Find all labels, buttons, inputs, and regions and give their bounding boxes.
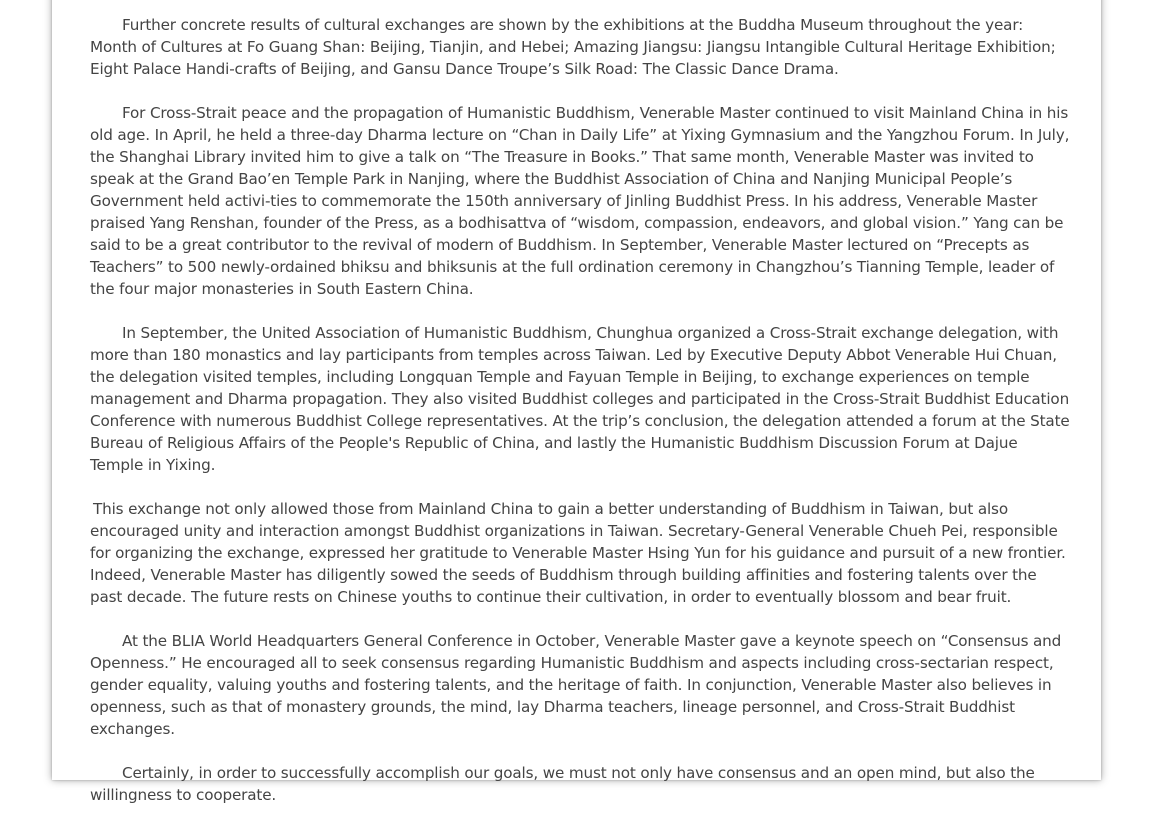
article-body: [90, 14, 1070, 828]
paragraph-cultural-exchanges: Further concrete results of cultural exchanges are shown by the exhibitions at the Buddha Museum throughout the year: Month of Cultures at Fo Guang Shan: Beijing, Tianjin, and Hebei; Amazing Jiangsu: Jiangsu Intangible Cultural Heritage Exhibition; Eight Palace Handi-crafts of Beijing, and Gansu Dance Troupe’s Silk Road: The Classic Dance Drama.: [90, 16, 1056, 78]
paragraph-exchange-delegation: In September, the United Association of Humanistic Buddhism, Chunghua organized a Cross-Strait exchange delegation, with more than 180 monastics and lay participants from temples across Taiwan. Led by Executive Deputy Abbot Venerable Hui Chuan, the delegation visited temples, including Longquan Temple and Fayuan Temple in Beijing, to exchange experiences on temple management and Dharma propagation. They also visited Buddhist colleges and participated in the Cross-Strait Buddhist Education Conference with numerous Buddhist College representatives. At the trip’s conclusion, the delegation attended a forum at the State Bureau of Religious Affairs of the People's Republic of China, and lastly the Humanistic Buddhism Discussion Forum at Dajue Temple in Yixing.: [90, 324, 1070, 474]
paragraph-cross-strait-peace: For Cross-Strait peace and the propagation of Humanistic Buddhism, Venerable Master continued to visit Mainland China in his old age. In April, he held a three-day Dharma lecture on “Chan in Daily Life” at Yixing Gymnasium and the Yangzhou Forum. In July, the Shanghai Library invited him to give a talk on “The Treasure in Books.” That same month, Venerable Master was invited to speak at the Grand Bao’en Temple Park in Nanjing, where the Buddhist Association of China and Nanjing Municipal People’s Government held activi-ties to commemorate the 150th anniversary of Jinling Buddhist Press. In his address, Venerable Master praised Yang Renshan, founder of the Press, as a bodhisattva of “wisdom, compassion, endeavors, and global vision.” Yang can be said to be a great contributor to the revival of modern of Buddhism. In September, Venerable Master lectured on “Precepts as Teachers” to 500 newly-ordained bhiksu and bhiksunis at the full ordination ceremony in Changzhou’s Tianning Temple, leader of the four major monasteries in South Eastern China.: [90, 104, 1070, 298]
paragraph-general-conference: At the BLIA World Headquarters General Conference in October, Venerable Master gave a keynote speech on “Consensus and Openness.” He encouraged all to seek consensus regarding Humanistic Buddhism and aspects including cross-sectarian respect, gender equality, valuing youths and fostering talents, and the heritage of faith. In conjunction, Venerable Master also believes in openness, such as that of monastery grounds, the mind, lay Dharma teachers, lineage personnel, and Cross-Strait Buddhist exchanges.: [90, 632, 1062, 738]
paragraph-conclusion: Certainly, in order to successfully accomplish our goals, we must not only have consensus and an open mind, but also the willingness to cooperate.: [90, 764, 1035, 804]
paragraph-exchange-benefits: This exchange not only allowed those from Mainland China to gain a better understanding of Buddhism in Taiwan, but also encouraged unity and interaction amongst Buddhist organizations in Taiwan. Secretary-General Venerable Chueh Pei, responsible for organizing the exchange, expressed her gratitude to Venerable Master Hsing Yun for his guidance and pursuit of a new frontier. Indeed, Venerable Master has diligently sowed the seeds of Buddhism through building affinities and fostering talents over the past decade. The future rests on Chinese youths to continue their cultivation, in order to eventually blossom and bear fruit.: [90, 500, 1066, 606]
